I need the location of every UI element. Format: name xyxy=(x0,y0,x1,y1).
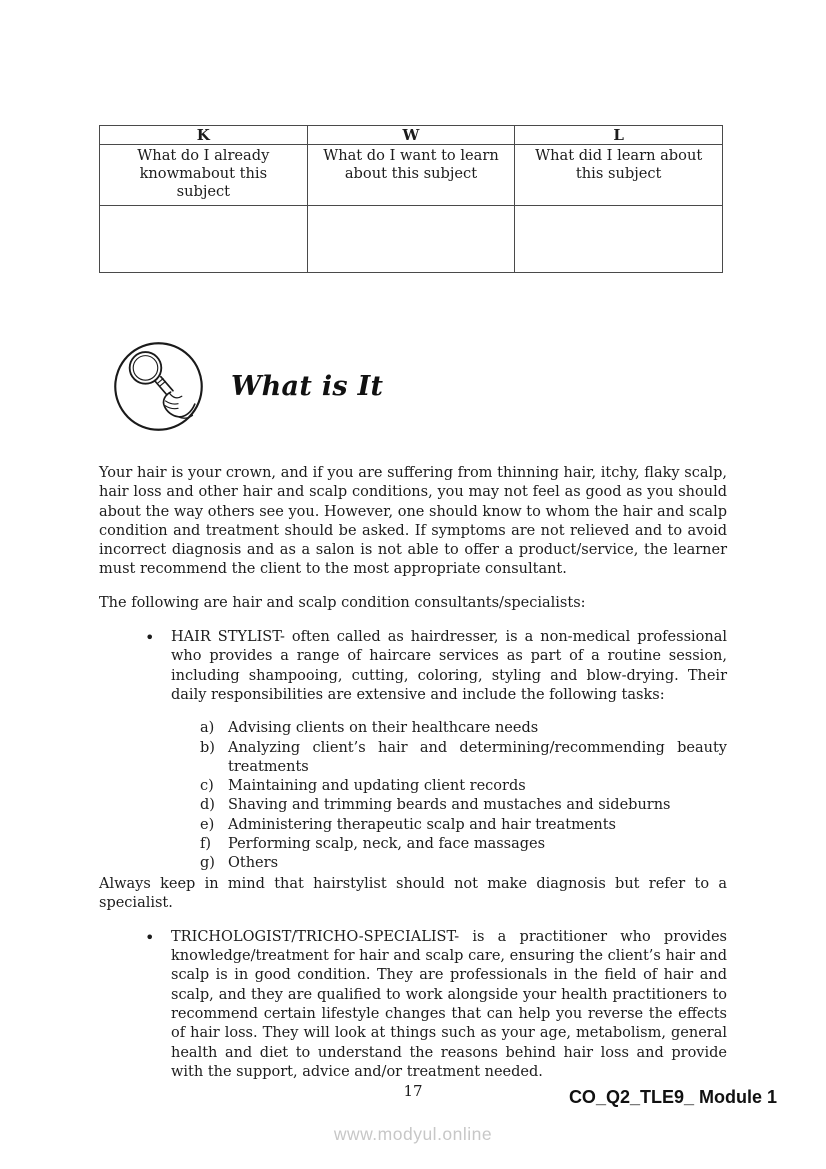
task-item-a xyxy=(200,719,727,738)
hair-stylist-text: HAIR STYLIST- often called as hairdresser, is a non-medical professional who provides a range of haircare services as part of a routine session, including shampooing, cutting, coloring, styling and blow-drying. Their daily responsibilities are extensive and include the following tasks: xyxy=(171,629,727,703)
task-label: e) xyxy=(200,816,215,833)
kwl-description-w: What do I want to learn about this subject xyxy=(307,145,515,206)
task-label: d) xyxy=(200,797,215,814)
task-text: Others xyxy=(228,855,279,872)
task-text: Maintaining and updating client records xyxy=(228,778,526,795)
bullet-icon xyxy=(145,628,171,705)
task-item-b xyxy=(200,739,727,778)
kwl-answer-cell-k xyxy=(100,206,308,273)
intro-paragraph: Your hair is your crown, and if you are suffering from thinning hair, itchy, flaky scalp, hair loss and other hair and scalp conditions, you may not feel as good as you should about the way others see you. However, one should know to whom the hair and scalp condition and treatment should be asked. If symptoms are not relieved and to avoid incorrect diagnosis and as a salon is not able to offer a product/service, the learner must recommend the client to the most appropriate consultant. xyxy=(99,465,727,578)
task-item-e xyxy=(200,816,727,835)
task-label: b) xyxy=(200,739,215,756)
task-item-f xyxy=(200,835,727,854)
section-title: What is It xyxy=(231,370,384,402)
task-text: Analyzing client’s hair and determining/recommending beauty treatments xyxy=(228,739,727,775)
task-text: Shaving and trimming beards and mustaches and sideburns xyxy=(228,797,671,814)
kwl-answer-cell-l xyxy=(515,206,723,273)
reminder-paragraph: Always keep in mind that hairstylist should not make diagnosis but refer to a specialist. xyxy=(99,875,727,911)
page-number: 17 xyxy=(403,1082,423,1100)
page-content xyxy=(99,125,727,1082)
task-item-c xyxy=(200,777,727,796)
task-label: c) xyxy=(200,778,214,795)
task-text: Performing scalp, neck, and face massages xyxy=(228,836,546,853)
kwl-description-k: What do I already knowmabout this subject xyxy=(100,145,308,206)
bullet-trichologist xyxy=(99,928,727,1082)
bullet-icon xyxy=(145,928,171,1082)
task-label: g) xyxy=(200,855,215,872)
watermark: www.modyul.online xyxy=(333,1124,493,1144)
kwl-table xyxy=(99,125,723,273)
task-label: f) xyxy=(200,836,212,853)
section-header xyxy=(112,339,727,433)
task-text: Administering therapeutic scalp and hair treatments xyxy=(228,816,617,833)
kwl-answer-cell-w xyxy=(307,206,515,273)
bullet-indent xyxy=(99,928,145,1082)
lead-in-line: The following are hair and scalp condition consultants/specialists: xyxy=(99,595,586,612)
kwl-description-l: What did I learn about this subject xyxy=(515,145,723,206)
task-item-d xyxy=(200,796,727,815)
task-label: a) xyxy=(200,720,215,737)
kwl-header-l: L xyxy=(515,126,723,145)
kwl-answer-row xyxy=(100,206,723,273)
kwl-header-w: W xyxy=(307,126,515,145)
kwl-description-row xyxy=(100,145,723,206)
kwl-header-k: K xyxy=(100,126,308,145)
module-code: CO_Q2_TLE9_ Module 1 xyxy=(568,1087,777,1107)
trichologist-text: TRICHOLOGIST/TRICHO-SPECIALIST- is a practitioner who provides knowledge/treatment for hair and scalp care, ensuring the client’s hair and scalp is in good condition. They are professionals in the field of hair and scalp, and they are qualified to work alongside your health practitioners to recommend certain lifestyle changes that can help you reverse the effects of hair loss. They will look at things such as your age, metabolism, general health and diet to understand the reasons behind hair loss and provide with the support, advice and/or treatment needed. xyxy=(171,928,727,1080)
task-text: Advising clients on their healthcare needs xyxy=(228,720,539,737)
tasks-list xyxy=(99,719,727,873)
task-item-g xyxy=(200,854,727,873)
bullet-indent xyxy=(99,628,145,705)
kwl-header-row xyxy=(100,126,723,145)
bullet-hair-stylist xyxy=(99,628,727,705)
magnifier-hand-icon xyxy=(112,340,205,433)
